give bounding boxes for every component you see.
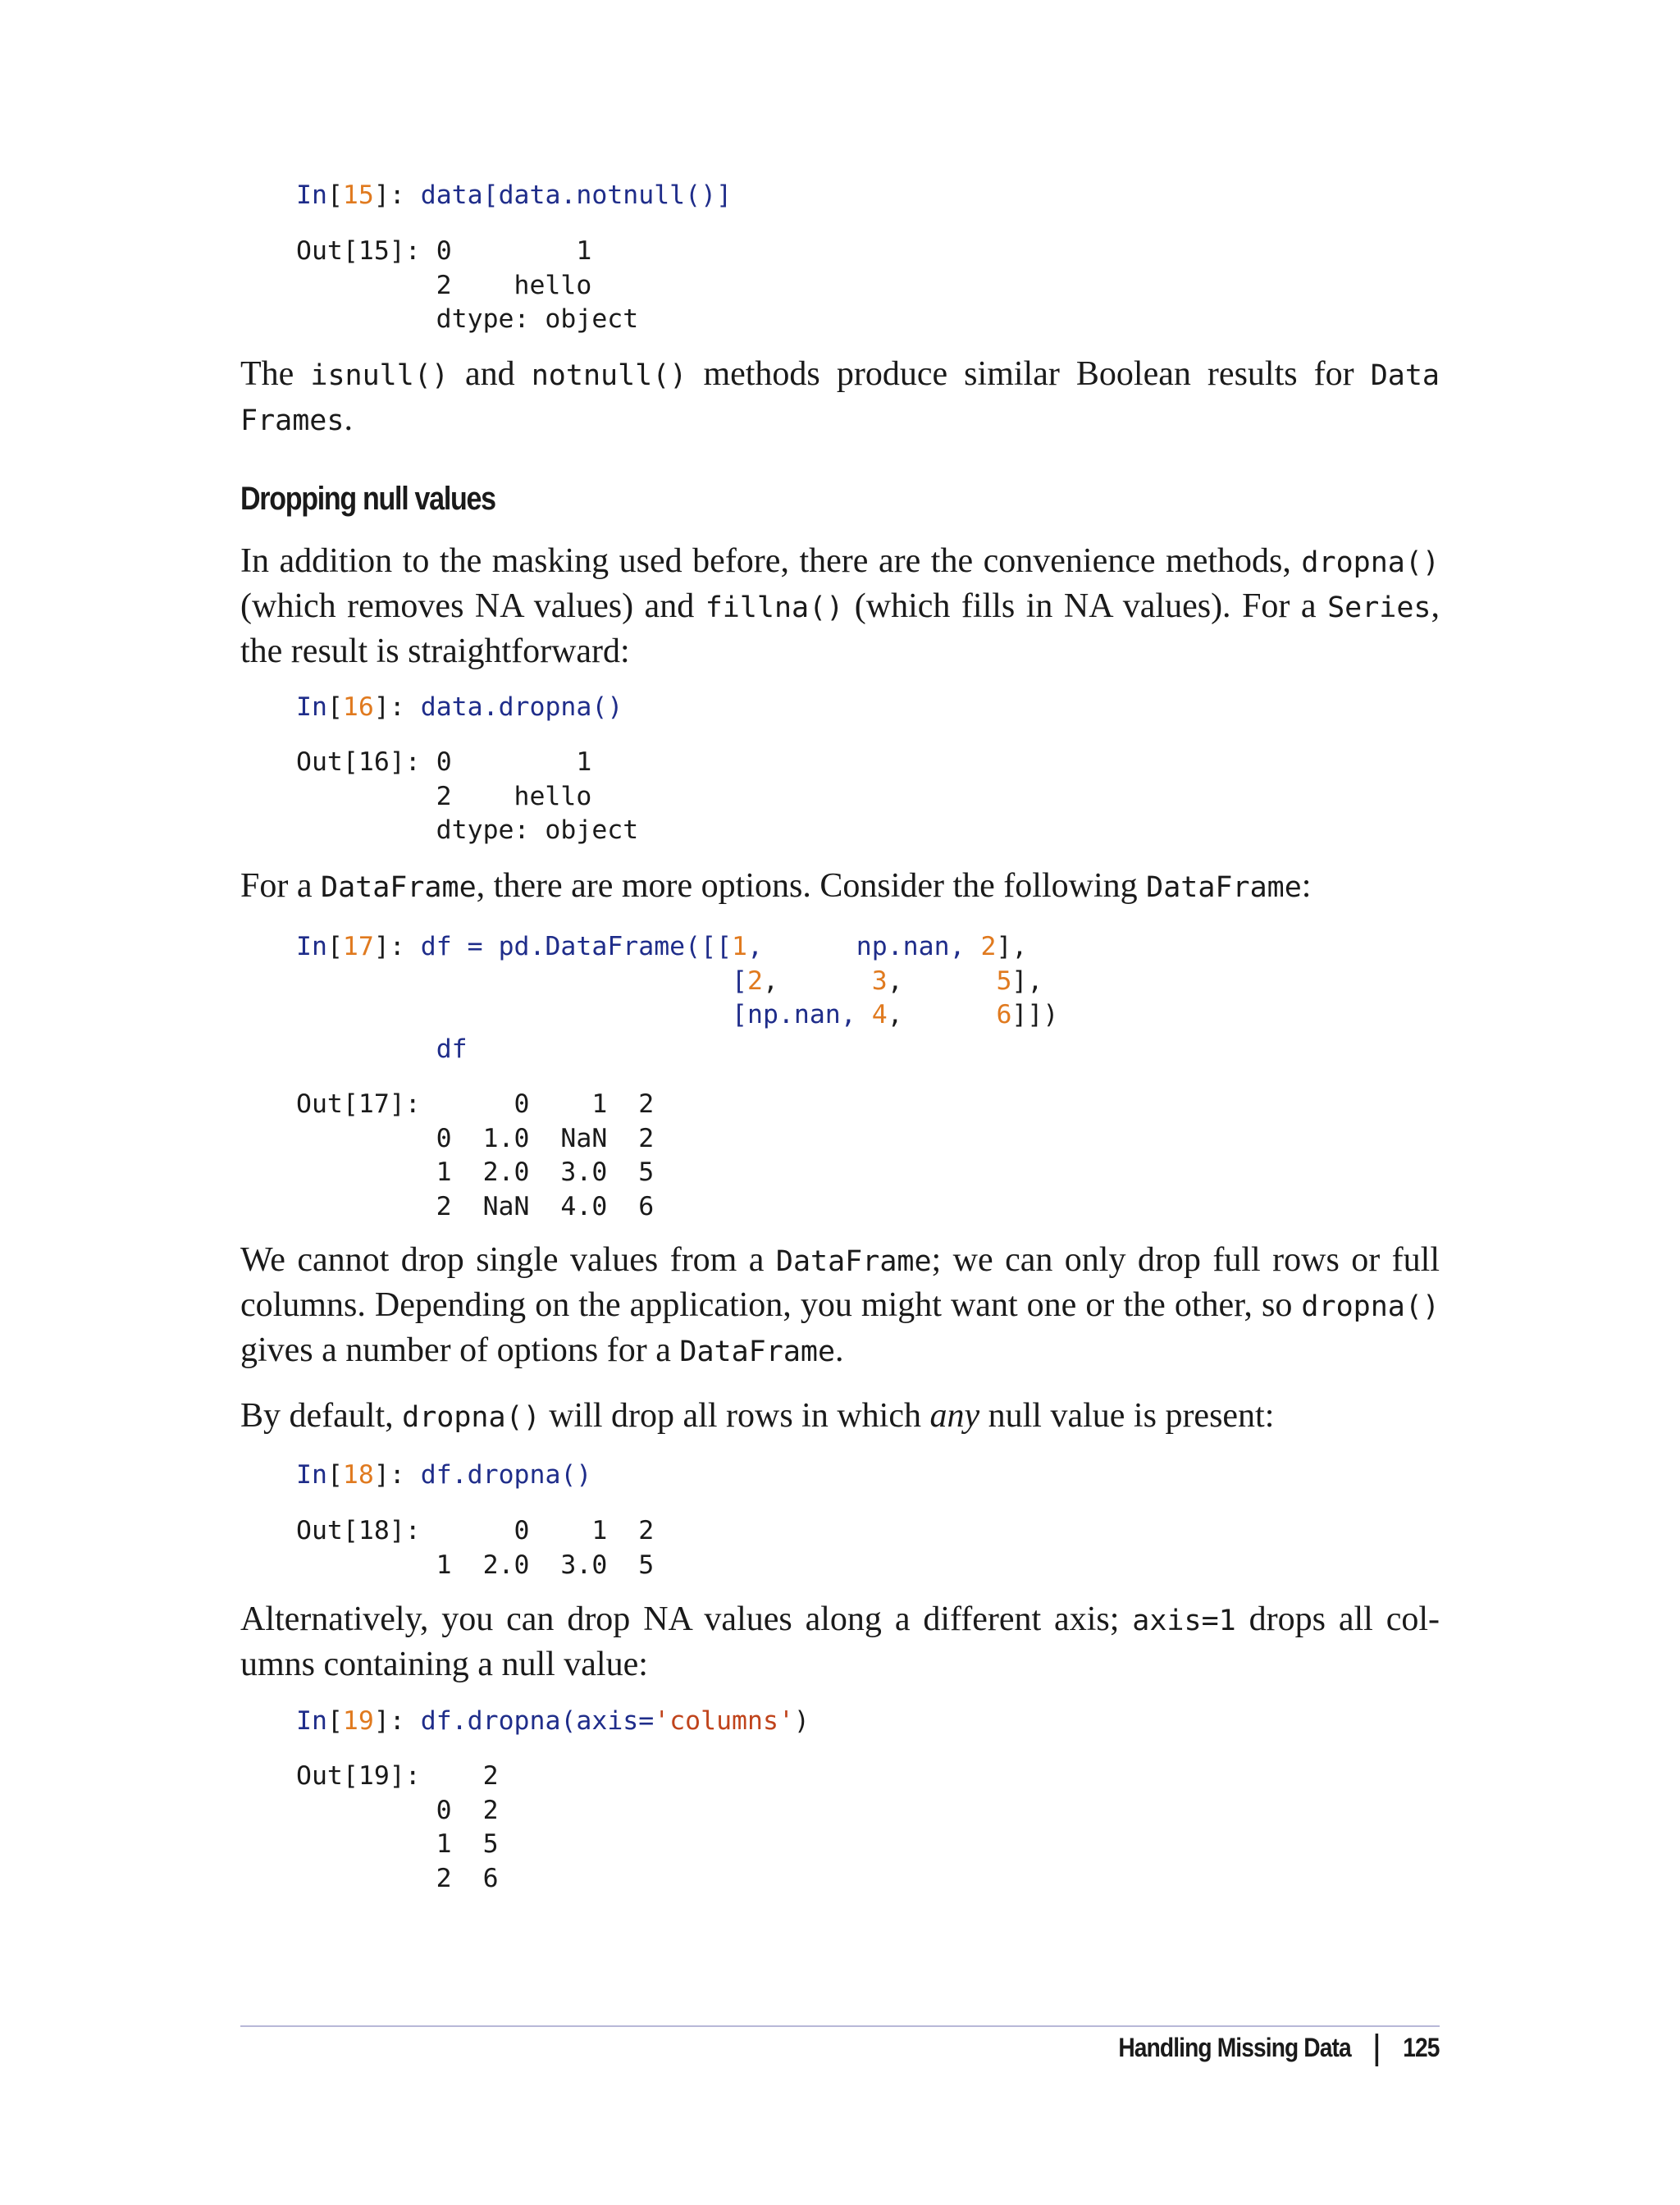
footer-separator bbox=[1376, 2034, 1379, 2066]
code-cell-in-18: In[18]: df.dropna() bbox=[296, 1460, 592, 1490]
code-cell-out-15: Out[15]: 0 1 2 hello dtype: object bbox=[296, 236, 639, 334]
page-footer bbox=[1119, 2033, 1440, 2066]
code-cell-in-15: In[15]: data[data.notnull()] bbox=[296, 180, 733, 210]
code-cell-in-19: In[19]: df.dropna(axis='columns') bbox=[296, 1706, 810, 1736]
paragraph-dataframe-options: For a DataFrame, there are more options. Consider the following DataFrame: bbox=[240, 867, 1312, 905]
paragraph-drop-rows-columns: We cannot drop single values from a DataFrame; we can only drop full rows or full columns. Depending on the application, you might want one or the other, so dropna() gives a number of options for a DataFrame. bbox=[240, 1241, 1440, 1369]
footer-rule bbox=[240, 2025, 1440, 2027]
code-cell-out-17: Out[17]: 0 1 2 0 1.0 NaN 2 1 2.0 3.0 5 2 NaN 4.0 6 bbox=[296, 1089, 655, 1221]
paragraph-axis-columns: Alternatively, you can drop NA values along a different axis; axis=1 drops all col-umns containing a null value: bbox=[240, 1600, 1440, 1683]
section-heading: Dropping null values bbox=[240, 481, 495, 517]
code-cell-in-17: In[17]: df = pd.DataFrame([[1, np.nan, 2], [2, 3, 5], [np.nan, 4, 6]]) df bbox=[296, 932, 1059, 1064]
paragraph-isnull: The isnull() and notnull() methods produce similar Boolean results for Data Frames. bbox=[240, 355, 1440, 438]
code-cell-out-19: Out[19]: 2 0 2 1 5 2 6 bbox=[296, 1761, 499, 1893]
page-number: 125 bbox=[1403, 2033, 1440, 2062]
paragraph-dropna-intro: In addition to the masking used before, there are the convenience methods, dropna() (which removes NA values) and fillna() (which fills in NA values). For a Series, the result is straightforward: bbox=[240, 542, 1440, 670]
code-cell-in-16: In[16]: data.dropna() bbox=[296, 692, 623, 722]
footer-chapter-title: Handling Missing Data bbox=[1118, 2033, 1352, 2062]
paragraph-default-dropna: By default, dropna() will drop all rows in which any null value is present: bbox=[240, 1397, 1275, 1435]
code-cell-out-18: Out[18]: 0 1 2 1 2.0 3.0 5 bbox=[296, 1516, 655, 1580]
code-cell-out-16: Out[16]: 0 1 2 hello dtype: object bbox=[296, 747, 639, 845]
